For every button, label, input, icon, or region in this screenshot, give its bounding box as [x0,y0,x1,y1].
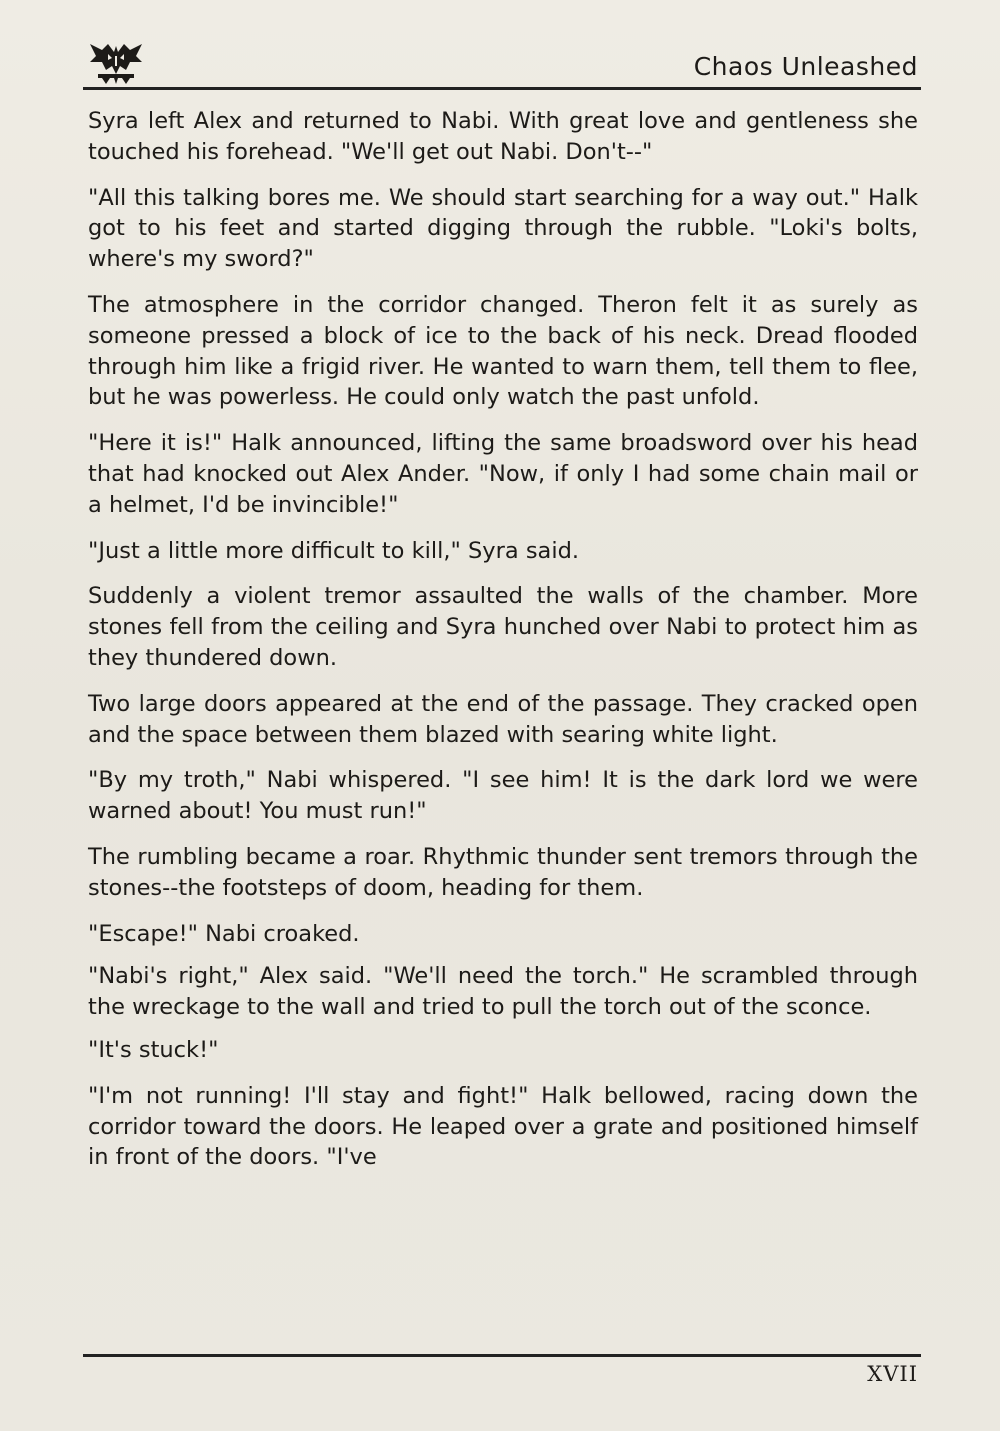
paragraph: "I'm not running! I'll stay and fight!" Halk bellowed, racing down the corridor toward the doors. He leaped over a grate and positioned himself in front of the doors. "I've [88,1082,918,1171]
paragraph: "By my troth," Nabi whispered. "I see him! It is the dark lord we were warned about! You must run!" [88,767,918,825]
paragraph: The atmosphere in the corridor changed. Theron felt it as surely as someone pressed a block of ice to the back of his neck. Dread flooded through him like a frigid river. He wanted to warn them, tell them to flee, but he was powerless. He could only watch the past unfold. [88,291,918,411]
paragraph: Two large doors appeared at the end of the passage. They cracked open and the space between them blazed with searing white light. [88,690,918,748]
paragraph: Suddenly a violent tremor assaulted the walls of the chamber. More stones fell from the ceiling and Syra hunched over Nabi to protect him as they thundered down. [88,583,918,671]
footer-rule [83,1354,921,1357]
header-rule [83,87,921,90]
winged-crest-icon [88,40,144,84]
paragraph: "Escape!" Nabi croaked. [88,920,360,947]
chapter-title: Chaos Unleashed [693,52,918,81]
paragraph: "Here it is!" Halk announced, lifting the same broadsword over his head that had knocked out Alex Ander. "Now, if only I had some chain mail or a helmet, I'd be invincible!" [88,430,918,518]
page-number: XVII [867,1362,918,1386]
story-text [88,106,918,1188]
paragraph: "All this talking bores me. We should start searching for a way out." Halk got to his feet and started digging through the rubble. "Loki's bolts, where's my sword?" [88,184,918,273]
paragraph: "Just a little more difficult to kill," Syra said. [88,537,580,564]
paragraph: "Nabi's right," Alex said. "We'll need the torch." He scrambled through the wreckage to the wall and tried to pull the torch out of the sconce. [88,963,918,1021]
paragraph: "It's stuck!" [88,1036,219,1063]
paragraph: Syra left Alex and returned to Nabi. With great love and gentleness she touched his forehead. "We'll get out Nabi. Don't--" [88,108,918,165]
paragraph: The rumbling became a roar. Rhythmic thunder sent tremors through the stones--the footsteps of doom, heading for them. [88,843,918,901]
